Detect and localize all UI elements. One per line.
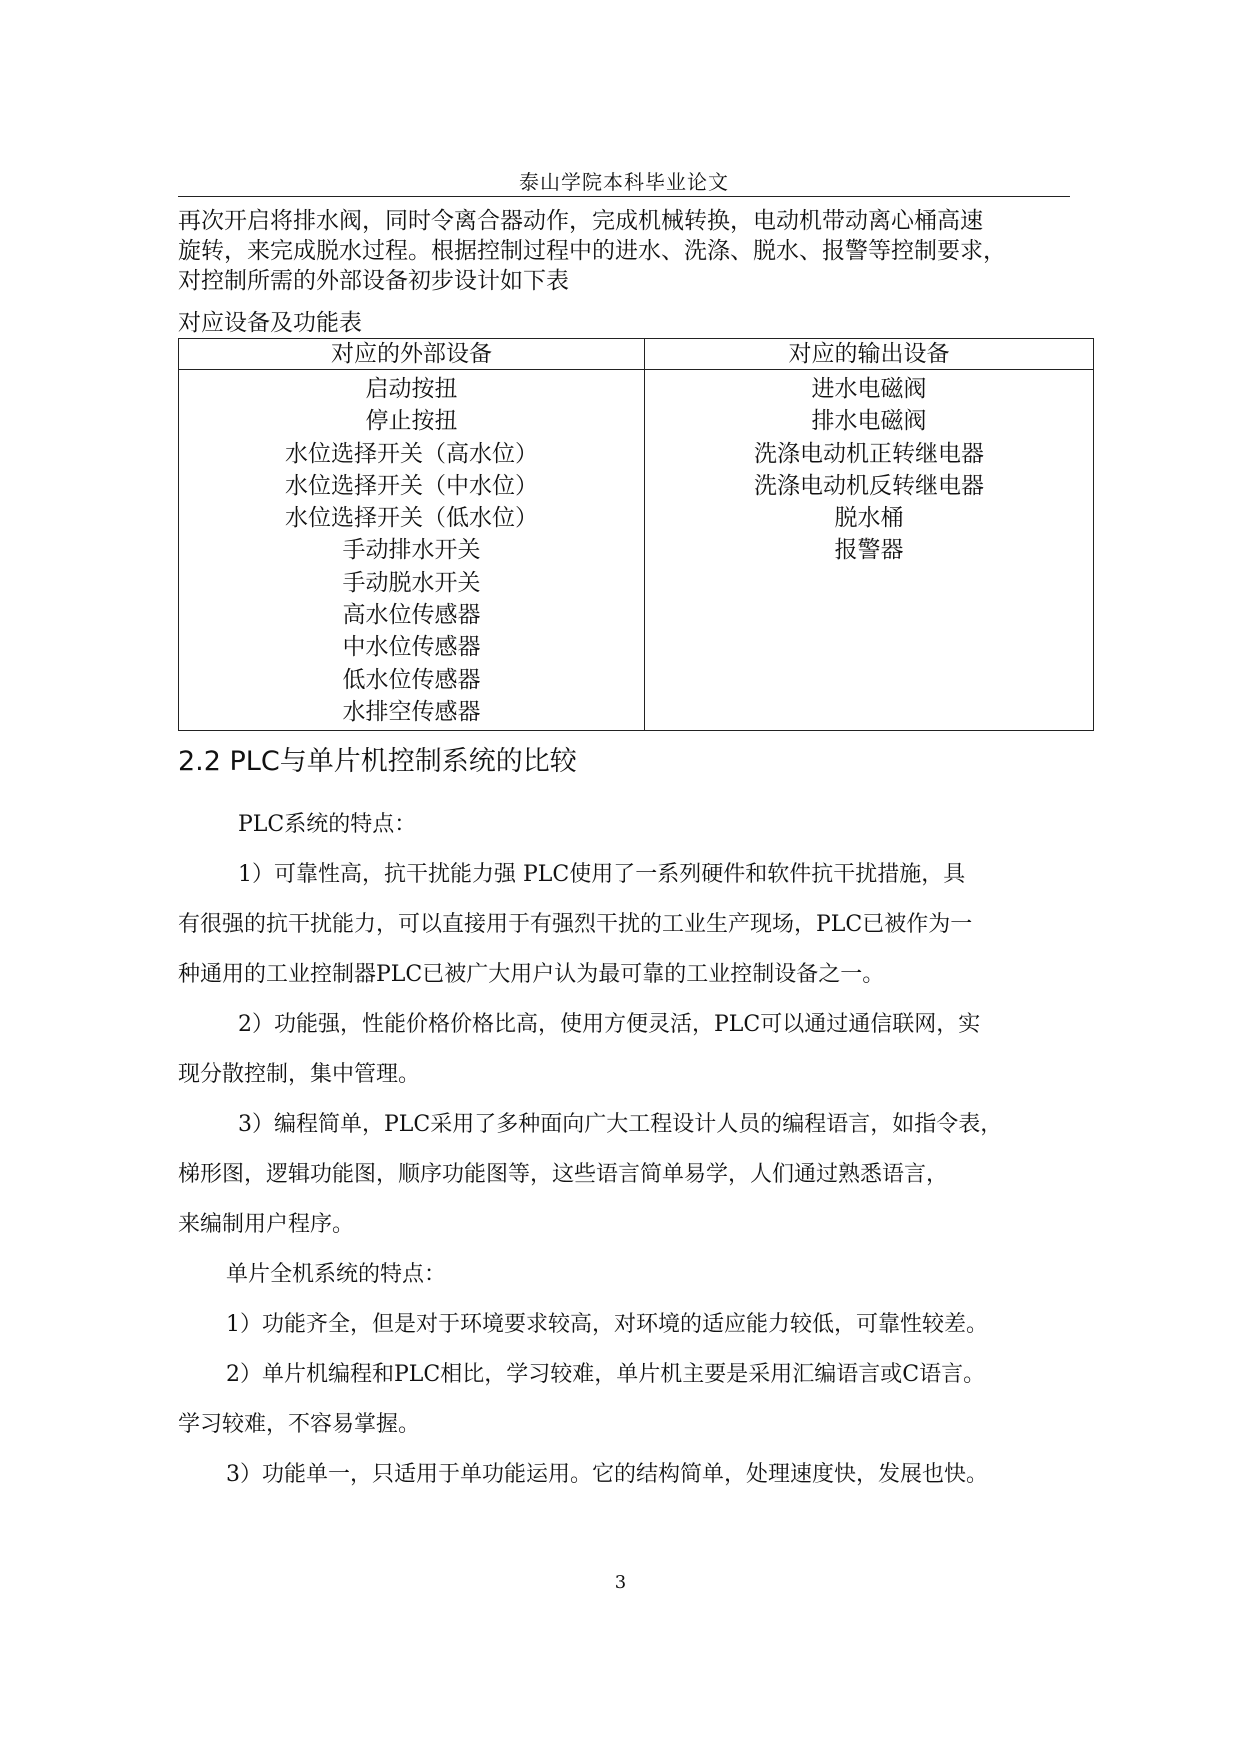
table-caption: 对应设备及功能表 (178, 310, 362, 336)
output-device: 洗涤电动机反转继电器 (754, 472, 984, 499)
external-device: 水排空传感器 (342, 698, 481, 725)
column-header-output: 对应的输出设备 (645, 339, 1094, 370)
external-device: 停止按扭 (365, 408, 458, 435)
external-device: 低水位传感器 (342, 666, 481, 693)
intro-line: 对控制所需的外部设备初步设计如下表 (178, 268, 569, 294)
mcu-features-title: 单片全机系统的特点： (226, 1262, 447, 1287)
section-heading: 2.2 PLC与单片机控制系统的比较 (178, 746, 577, 777)
output-device: 洗涤电动机正转继电器 (754, 440, 984, 467)
plc-item-2-line: 2）功能强，性能价格价格比高，使用方便灵活，PLC可以通过通信联网，实 (238, 1012, 981, 1037)
output-device: 进水电磁阀 (811, 376, 927, 402)
external-device: 水位选择开关（高水位） (285, 440, 538, 467)
output-devices-cell (645, 370, 1094, 731)
intro-line: 再次开启将排水阀，同时令离合器动作，完成机械转换，电动机带动离心桶高速 (178, 208, 983, 234)
device-table (178, 338, 1094, 731)
mcu-item-3: 3）功能单一，只适用于单功能运用。它的结构简单，处理速度快，发展也快。 (226, 1462, 988, 1487)
plc-item-3-line: 来编制用户程序。 (178, 1212, 355, 1237)
plc-item-1-line: 有很强的抗干扰能力，可以直接用于有强烈干扰的工业生产现场，PLC已被作为一 (178, 912, 973, 937)
output-device: 报警器 (834, 537, 904, 564)
intro-line: 旋转，来完成脱水过程。根据控制过程中的进水、洗涤、脱水、报警等控制要求， (178, 238, 1006, 264)
plc-item-1-line: 种通用的工业控制器PLC已被广大用户认为最可靠的工业控制设备之一。 (178, 962, 885, 987)
external-device: 高水位传感器 (342, 602, 481, 629)
external-device: 启动按扭 (365, 376, 458, 402)
output-device: 脱水桶 (834, 505, 904, 532)
external-device: 水位选择开关（中水位） (285, 472, 538, 499)
table-header-row (179, 339, 1094, 370)
external-device: 中水位传感器 (342, 634, 481, 661)
mcu-item-2-line: 2）单片机编程和PLC相比，学习较难，单片机主要是采用汇编语言或C语言。 (226, 1362, 986, 1387)
plc-item-1-line: 1）可靠性高，抗干扰能力强 PLC使用了一系列硬件和软件抗干扰措施，具 (238, 862, 966, 887)
mcu-item-1: 1）功能齐全，但是对于环境要求较高，对环境的适应能力较低，可靠性较差。 (226, 1312, 988, 1337)
external-device: 手动脱水开关 (342, 569, 481, 596)
column-header-external: 对应的外部设备 (179, 339, 645, 370)
external-device: 水位选择开关（低水位） (285, 505, 538, 532)
output-device: 排水电磁阀 (811, 408, 927, 435)
mcu-item-2-line: 学习较难，不容易掌握。 (178, 1412, 421, 1437)
table-row (179, 370, 1094, 731)
plc-item-2-line: 现分散控制，集中管理。 (178, 1062, 421, 1087)
external-device: 手动排水开关 (342, 537, 481, 564)
page-header-title: 泰山学院本科毕业论文 (519, 170, 729, 194)
intro-paragraph (178, 206, 1078, 296)
page-number: 3 (614, 1572, 627, 1593)
body-text (178, 800, 1078, 1500)
plc-features-title: PLC系统的特点： (238, 812, 417, 837)
header-divider (178, 196, 1070, 197)
plc-item-3-line: 3）编程简单，PLC采用了多种面向广大工程设计人员的编程语言，如指令表， (238, 1112, 1003, 1137)
plc-item-3-line: 梯形图，逻辑功能图，顺序功能图等，这些语言简单易学，人们通过熟悉语言， (178, 1162, 949, 1187)
external-devices-cell (179, 370, 645, 731)
